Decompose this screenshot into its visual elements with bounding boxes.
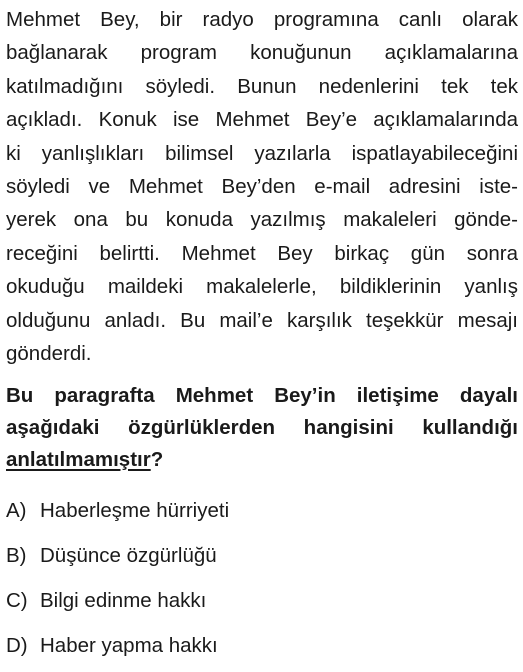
question-line — [6, 444, 518, 476]
passage-line: söyledi ve Mehmet Bey’den e-mail adresini iste- — [6, 174, 518, 198]
option-letter: C) — [6, 589, 28, 613]
question-line: aşağıdaki özgürlüklerden hangisini kullandığı — [6, 416, 518, 440]
passage-line: Mehmet Bey, bir radyo programına canlı olarak — [6, 8, 518, 31]
passage-line: okuduğu maildeki makalelerle, bildiklerinin yanlış — [6, 275, 518, 299]
question-mark: ? — [150, 448, 164, 472]
option-letter: D) — [6, 634, 28, 658]
passage-line: katılmadığını söyledi. Bunun nedenlerini tek tek — [6, 74, 518, 98]
passage-line: ki yanlışlıkları bilimsel yazılarla ispatlayabileceğini — [6, 141, 518, 165]
option-text: Bilgi edinme hakkı — [40, 589, 207, 613]
question-line: Bu paragrafta Mehmet Bey’in iletişime dayalı — [6, 384, 518, 408]
negation-emphasis: anlatılmamıştır — [6, 448, 151, 472]
passage-line: açıkladı. Konuk ise Mehmet Bey’e açıklamalarında — [6, 108, 518, 132]
answer-options — [6, 476, 518, 668]
passage-line: olduğunu anladı. Bu mail’e karşılık teşekkür mesajı — [6, 308, 518, 332]
option-a[interactable] — [6, 488, 518, 533]
option-b[interactable] — [6, 533, 518, 578]
option-letter: A) — [6, 499, 27, 523]
option-text: Düşünce özgürlüğü — [40, 544, 217, 568]
option-c[interactable] — [6, 578, 518, 623]
passage-line: gönderdi. — [6, 341, 92, 365]
passage-line: yerek ona bu konuda yazılmış makaleleri gönde- — [6, 208, 518, 232]
question-page — [6, 0, 518, 668]
option-d[interactable] — [6, 623, 518, 668]
passage-line: receğini belirtti. Mehmet Bey birkaç gün sonra — [6, 241, 518, 265]
passage-line: bağlanarak program konuğunun açıklamalarına — [6, 41, 518, 65]
option-text: Haberleşme hürriyeti — [40, 499, 230, 523]
option-text: Haber yapma hakkı — [40, 634, 218, 658]
passage-paragraph — [6, 0, 518, 370]
question-stem — [6, 370, 518, 476]
option-letter: B) — [6, 544, 27, 568]
